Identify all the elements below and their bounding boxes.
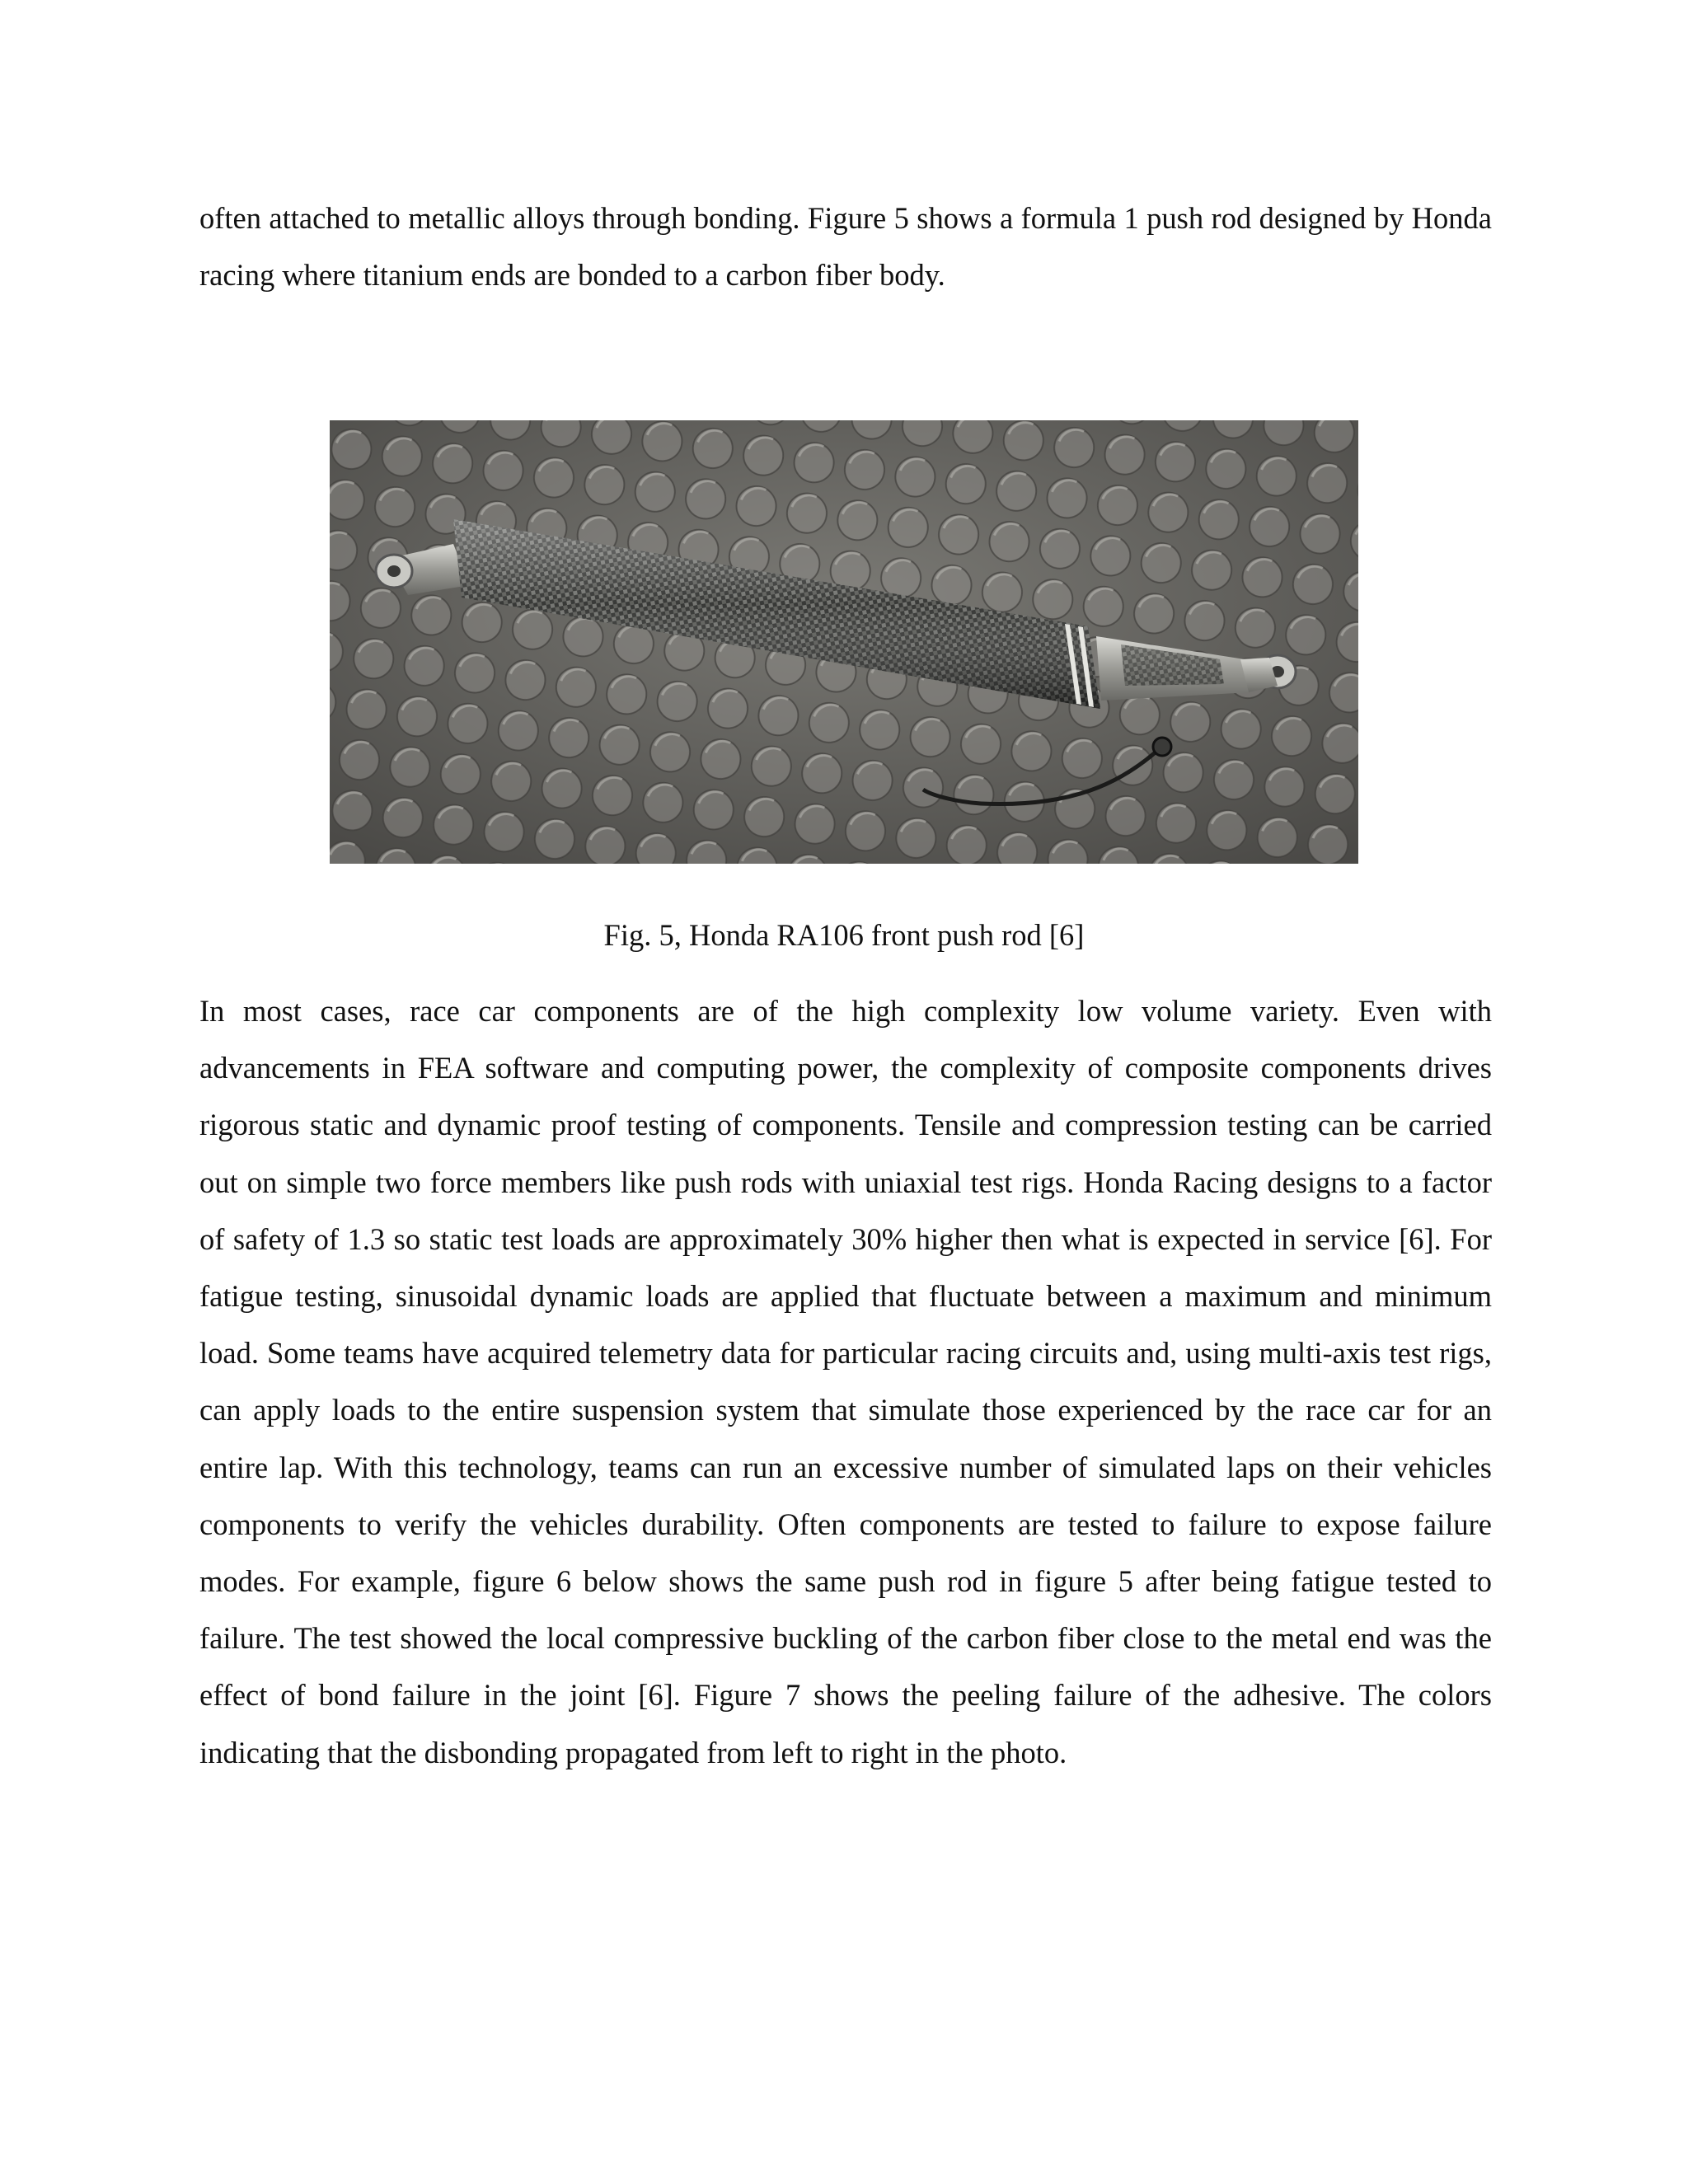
push-rod-photo	[330, 420, 1358, 864]
figure-caption: Fig. 5, Honda RA106 front push rod [6]	[603, 918, 1085, 952]
body-paragraph-main: In most cases, race car components are of the high complexity low volume variety. Even with advancements in FEA software and computing power, the complexity of composite components drives rigorous static and dynamic proof testing of components. Tensile and compression testing can be carried out on simple two force members like push rods with uniaxial test rigs. Honda Racing designs to a factor of safety of 1.3 so static test loads are approximately 30% higher then what is expected in service [6]. For fatigue testing, sinusoidal dynamic loads are applied that fluctuate between a maximum and minimum load. Some teams have acquired telemetry data for particular racing circuits and, using multi-axis test rigs, can apply loads to the entire suspension system that simulate those experienced by the race car for an entire lap. With this technology, teams can run an excessive number of simulated laps on their vehicles components to verify the vehicles durability. Often components are tested to failure to expose failure modes. For example, figure 6 below shows the same push rod in figure 5 after being fatigue tested to failure. The test showed the local compressive buckling of the carbon fiber close to the metal end was the effect of bond failure in the joint [6]. Figure 7 shows the peeling failure of the adhesive. The colors indicating that the disbonding propagated from left to right in the photo.	[199, 994, 1492, 1769]
body-paragraph-intro: often attached to metallic alloys through bonding. Figure 5 shows a formula 1 push rod designed by Honda racing where titanium ends are bonded to a carbon fiber body.	[199, 201, 1492, 293]
